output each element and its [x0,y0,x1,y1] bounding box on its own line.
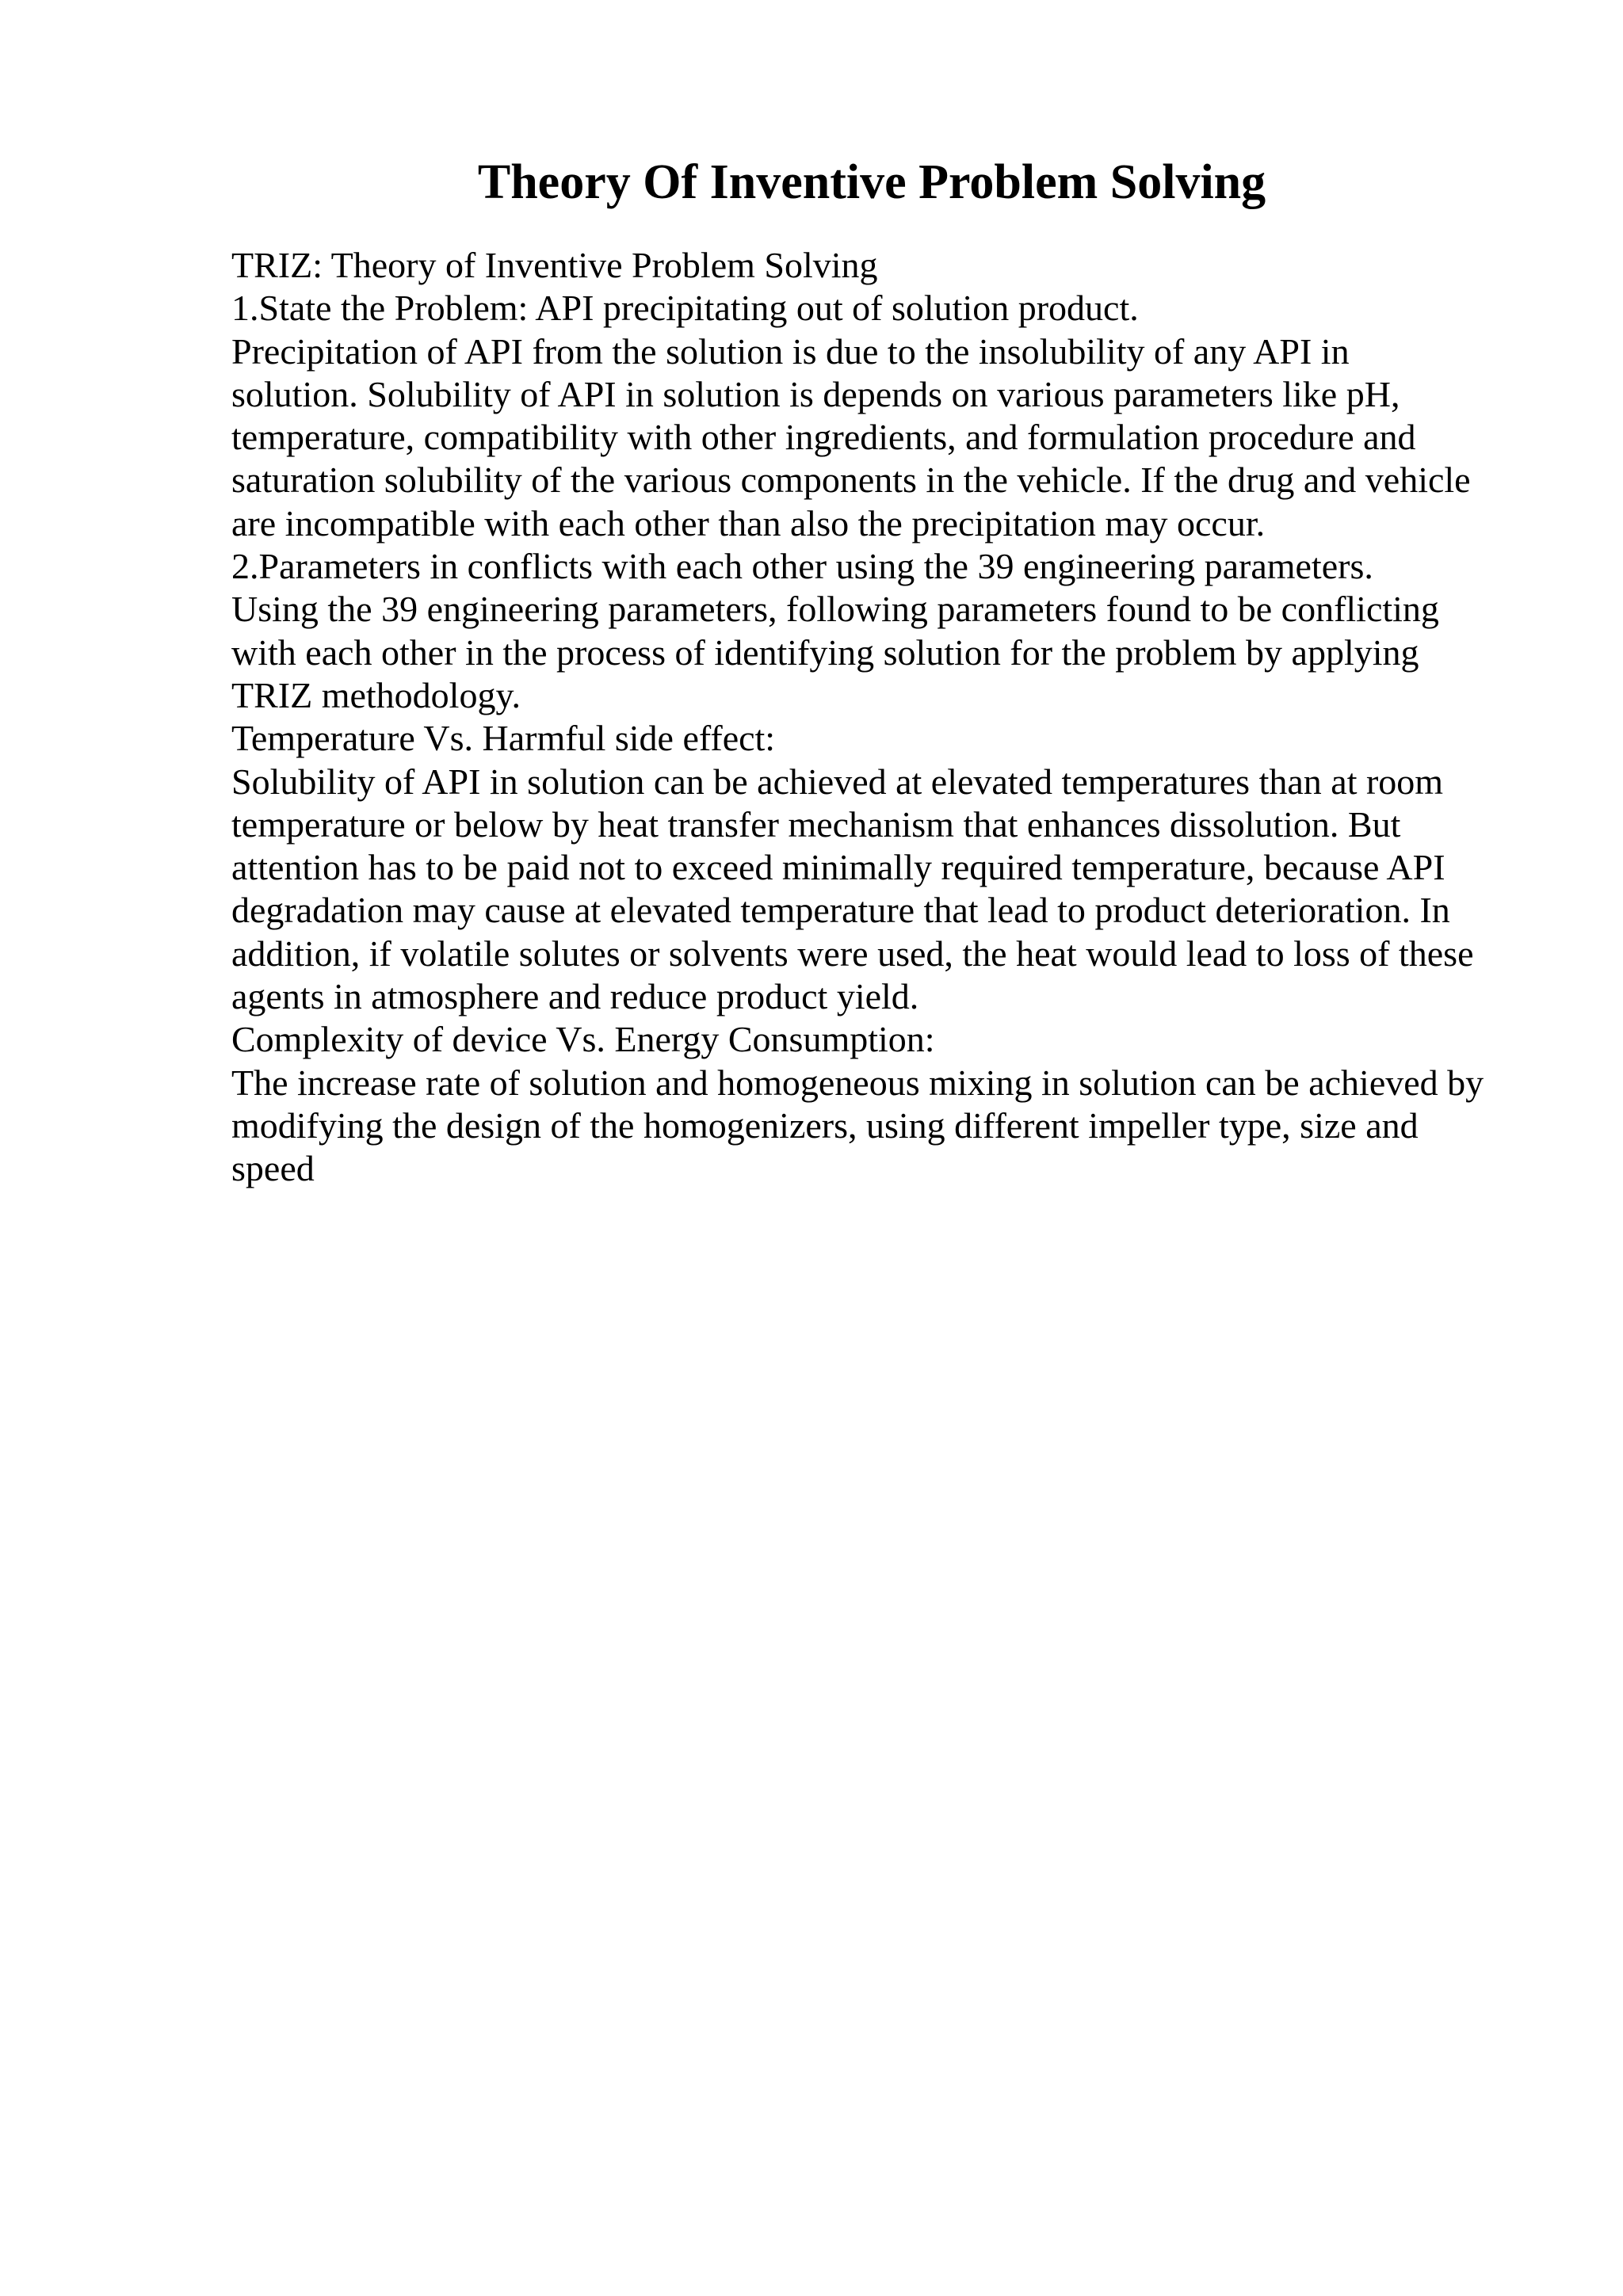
body-line: Precipitation of API from the solution is due to the insolubility of any API in [231,330,1350,372]
body-line: with each other in the process of identifying solution for the problem by applying [231,631,1419,673]
body-line: agents in atmosphere and reduce product yield. [231,976,919,1017]
body-line: temperature, compatibility with other ingredients, and formulation procedure and [231,417,1416,458]
document-body [231,244,1594,1191]
body-line: Using the 39 engineering parameters, following parameters found to be conflicting [231,589,1439,630]
body-line: temperature or below by heat transfer mechanism that enhances dissolution. But [231,803,1401,845]
body-line: TRIZ: Theory of Inventive Problem Solving [231,245,878,285]
body-line: TRIZ methodology. [231,674,521,715]
document-title: Theory Of Inventive Problem Solving [477,155,1266,209]
body-line: Temperature Vs. Harmful side effect: [231,718,776,759]
body-line: are incompatible with each other than also the precipitation may occur. [231,502,1266,543]
body-line: modifying the design of the homogenizers, using different impeller type, size and [231,1104,1419,1146]
body-line: Solubility of API in solution can be achieved at elevated temperatures than at room [231,761,1444,802]
body-line: addition, if volatile solutes or solvents were used, the heat would lead to loss of these [231,933,1474,974]
body-line: The increase rate of solution and homogeneous mixing in solution can be achieved by [231,1062,1484,1103]
body-line: saturation solubility of the various components in the vehicle. If the drug and vehicle [231,460,1471,501]
body-line: speed [231,1148,315,1189]
body-line: degradation may cause at elevated temperature that lead to product deterioration. In [231,890,1450,931]
body-line: 1.State the Problem: API precipitating out of solution product. [231,288,1139,329]
body-line: solution. Solubility of API in solution is depends on various parameters like pH, [231,373,1400,414]
body-line: Complexity of device Vs. Energy Consumption: [231,1019,935,1060]
body-line: attention has to be paid not to exceed minimally required temperature, because API [231,847,1445,888]
body-line: 2.Parameters in conflicts with each other using the 39 engineering parameters. [231,546,1373,587]
